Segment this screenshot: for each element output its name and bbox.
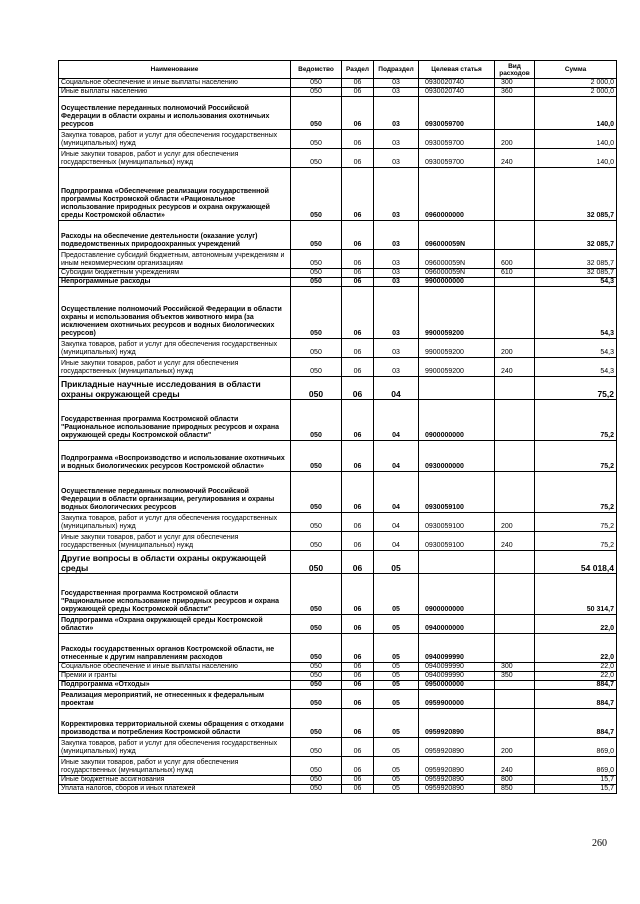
cell-target: 0940099990 bbox=[419, 634, 495, 663]
cell-sum: 15,7 bbox=[535, 776, 617, 785]
table-row bbox=[59, 551, 617, 574]
table-row bbox=[59, 250, 617, 269]
cell-exptype: 200 bbox=[495, 130, 535, 149]
cell-section: 06 bbox=[342, 709, 374, 738]
cell-dept: 050 bbox=[291, 441, 342, 472]
cell-name: Закупка товаров, работ и услуг для обеспечения государственных (муниципальных) нужд bbox=[59, 738, 291, 757]
cell-dept: 050 bbox=[291, 358, 342, 377]
cell-target bbox=[419, 377, 495, 400]
cell-sum: 54,3 bbox=[535, 287, 617, 339]
cell-subsection: 05 bbox=[374, 681, 419, 690]
cell-section: 06 bbox=[342, 615, 374, 634]
cell-dept: 050 bbox=[291, 513, 342, 532]
cell-name: Непрограммные расходы bbox=[59, 278, 291, 287]
cell-sum: 32 085,7 bbox=[535, 168, 617, 221]
cell-name: Иные закупки товаров, работ и услуг для обеспечения государственных (муниципальных) нужд bbox=[59, 358, 291, 377]
cell-sum: 22,0 bbox=[535, 672, 617, 681]
cell-exptype: 240 bbox=[495, 757, 535, 776]
cell-name: Подпрограмма «Воспроизводство и использование охотничьих и водных биологических ресурсов Костромской области» bbox=[59, 441, 291, 472]
cell-subsection: 03 bbox=[374, 149, 419, 168]
cell-subsection: 05 bbox=[374, 551, 419, 574]
cell-subsection: 03 bbox=[374, 358, 419, 377]
table-row bbox=[59, 97, 617, 130]
cell-section: 06 bbox=[342, 513, 374, 532]
cell-exptype bbox=[495, 472, 535, 513]
cell-target: 0959900000 bbox=[419, 690, 495, 709]
cell-exptype bbox=[495, 574, 535, 615]
cell-section: 06 bbox=[342, 269, 374, 278]
cell-target: 0930059700 bbox=[419, 130, 495, 149]
table-row bbox=[59, 221, 617, 250]
cell-dept: 050 bbox=[291, 168, 342, 221]
cell-name: Предоставление субсидий бюджетным, автономным учреждениям и иным некоммерческим организациям bbox=[59, 250, 291, 269]
table-row bbox=[59, 690, 617, 709]
cell-name: Другие вопросы в области охраны окружающей среды bbox=[59, 551, 291, 574]
cell-target: 096000059N bbox=[419, 221, 495, 250]
cell-dept: 050 bbox=[291, 130, 342, 149]
header-sum: Сумма bbox=[535, 61, 617, 79]
cell-sum: 32 085,7 bbox=[535, 221, 617, 250]
cell-subsection: 03 bbox=[374, 221, 419, 250]
cell-subsection: 05 bbox=[374, 663, 419, 672]
cell-subsection: 05 bbox=[374, 785, 419, 794]
cell-name: Осуществление переданных полномочий Российской Федерации в области охраны и использования охотничьих ресурсов bbox=[59, 97, 291, 130]
table-row bbox=[59, 149, 617, 168]
cell-sum: 75,2 bbox=[535, 400, 617, 441]
page-number: 260 bbox=[592, 838, 607, 849]
cell-sum: 869,0 bbox=[535, 738, 617, 757]
cell-dept: 050 bbox=[291, 149, 342, 168]
cell-subsection: 03 bbox=[374, 250, 419, 269]
cell-subsection: 04 bbox=[374, 377, 419, 400]
cell-target: 0940099990 bbox=[419, 663, 495, 672]
cell-name: Иные закупки товаров, работ и услуг для обеспечения государственных (муниципальных) нужд bbox=[59, 149, 291, 168]
cell-dept: 050 bbox=[291, 615, 342, 634]
table-row bbox=[59, 168, 617, 221]
cell-name: Прикладные научные исследования в области охраны окружающей среды bbox=[59, 377, 291, 400]
cell-sum: 2 000,0 bbox=[535, 88, 617, 97]
cell-section: 06 bbox=[342, 377, 374, 400]
cell-sum: 75,2 bbox=[535, 441, 617, 472]
cell-subsection: 05 bbox=[374, 574, 419, 615]
cell-section: 06 bbox=[342, 88, 374, 97]
cell-name: Закупка товаров, работ и услуг для обеспечения государственных (муниципальных) нужд bbox=[59, 130, 291, 149]
cell-dept: 050 bbox=[291, 79, 342, 88]
cell-sum: 22,0 bbox=[535, 663, 617, 672]
cell-name: Закупка товаров, работ и услуг для обеспечения государственных (муниципальных) нужд bbox=[59, 513, 291, 532]
cell-section: 06 bbox=[342, 358, 374, 377]
cell-exptype: 240 bbox=[495, 358, 535, 377]
cell-dept: 050 bbox=[291, 690, 342, 709]
cell-dept: 050 bbox=[291, 269, 342, 278]
table-row bbox=[59, 287, 617, 339]
cell-sum: 140,0 bbox=[535, 130, 617, 149]
cell-exptype bbox=[495, 168, 535, 221]
cell-target: 0930059100 bbox=[419, 513, 495, 532]
cell-section: 06 bbox=[342, 672, 374, 681]
table-row bbox=[59, 574, 617, 615]
cell-target bbox=[419, 551, 495, 574]
cell-subsection: 03 bbox=[374, 339, 419, 358]
cell-sum: 884,7 bbox=[535, 709, 617, 738]
cell-sum: 50 314,7 bbox=[535, 574, 617, 615]
cell-target: 0959920890 bbox=[419, 785, 495, 794]
cell-target: 0930020740 bbox=[419, 88, 495, 97]
cell-target: 9900059200 bbox=[419, 287, 495, 339]
cell-sum: 22,0 bbox=[535, 615, 617, 634]
cell-name: Государственная программа Костромской области "Рациональное использование природных ресурсов и охрана окружающей среды Костромской области" bbox=[59, 574, 291, 615]
cell-section: 06 bbox=[342, 634, 374, 663]
cell-exptype bbox=[495, 634, 535, 663]
cell-section: 06 bbox=[342, 551, 374, 574]
cell-name: Осуществление полномочий Российской Федерации в области охраны и использования объектов животного мира (за исключением охотничьих ресурсов и водных биологических ресурсов) bbox=[59, 287, 291, 339]
cell-exptype bbox=[495, 551, 535, 574]
cell-sum: 884,7 bbox=[535, 681, 617, 690]
cell-dept: 050 bbox=[291, 377, 342, 400]
cell-subsection: 05 bbox=[374, 757, 419, 776]
cell-subsection: 03 bbox=[374, 130, 419, 149]
cell-target: 0900000000 bbox=[419, 574, 495, 615]
cell-sum: 884,7 bbox=[535, 690, 617, 709]
cell-subsection: 03 bbox=[374, 269, 419, 278]
cell-section: 06 bbox=[342, 400, 374, 441]
cell-exptype: 600 bbox=[495, 250, 535, 269]
cell-target: 9900000000 bbox=[419, 278, 495, 287]
table-row bbox=[59, 472, 617, 513]
cell-dept: 050 bbox=[291, 532, 342, 551]
cell-exptype bbox=[495, 615, 535, 634]
cell-subsection: 03 bbox=[374, 168, 419, 221]
cell-target: 0960000000 bbox=[419, 168, 495, 221]
header-exptype: Вид расходов bbox=[495, 61, 535, 79]
cell-target: 0930059100 bbox=[419, 472, 495, 513]
cell-name: Иные закупки товаров, работ и услуг для обеспечения государственных (муниципальных) нужд bbox=[59, 532, 291, 551]
cell-dept: 050 bbox=[291, 574, 342, 615]
cell-exptype: 360 bbox=[495, 88, 535, 97]
cell-sum: 140,0 bbox=[535, 97, 617, 130]
cell-subsection: 05 bbox=[374, 709, 419, 738]
cell-dept: 050 bbox=[291, 221, 342, 250]
cell-section: 06 bbox=[342, 532, 374, 551]
cell-target: 0930020740 bbox=[419, 79, 495, 88]
cell-target: 0900000000 bbox=[419, 400, 495, 441]
table-row bbox=[59, 88, 617, 97]
cell-section: 06 bbox=[342, 79, 374, 88]
cell-name: Уплата налогов, сборов и иных платежей bbox=[59, 785, 291, 794]
cell-name: Расходы государственных органов Костромской области, не отнесенные к другим направлениям расходов bbox=[59, 634, 291, 663]
cell-name: Государственная программа Костромской области "Рациональное использование природных ресурсов и охрана окружающей среды Костромской области" bbox=[59, 400, 291, 441]
cell-dept: 050 bbox=[291, 88, 342, 97]
cell-exptype: 200 bbox=[495, 738, 535, 757]
cell-section: 06 bbox=[342, 149, 374, 168]
header-dept: Ведомство bbox=[291, 61, 342, 79]
cell-exptype: 200 bbox=[495, 339, 535, 358]
cell-dept: 050 bbox=[291, 339, 342, 358]
cell-sum: 54,3 bbox=[535, 339, 617, 358]
cell-sum: 2 000,0 bbox=[535, 79, 617, 88]
cell-subsection: 05 bbox=[374, 738, 419, 757]
cell-exptype: 610 bbox=[495, 269, 535, 278]
cell-dept: 050 bbox=[291, 757, 342, 776]
header-section: Раздел bbox=[342, 61, 374, 79]
table-row bbox=[59, 269, 617, 278]
cell-dept: 050 bbox=[291, 672, 342, 681]
cell-sum: 54 018,4 bbox=[535, 551, 617, 574]
cell-target: 0940000000 bbox=[419, 615, 495, 634]
table-row bbox=[59, 709, 617, 738]
cell-exptype: 350 bbox=[495, 672, 535, 681]
cell-name: Премии и гранты bbox=[59, 672, 291, 681]
header-row bbox=[59, 61, 617, 79]
cell-section: 06 bbox=[342, 681, 374, 690]
table-row bbox=[59, 377, 617, 400]
cell-sum: 15,7 bbox=[535, 785, 617, 794]
cell-name: Иные бюджетные ассигнования bbox=[59, 776, 291, 785]
header-subsection: Подраздел bbox=[374, 61, 419, 79]
table-row bbox=[59, 79, 617, 88]
cell-sum: 869,0 bbox=[535, 757, 617, 776]
table-row bbox=[59, 130, 617, 149]
cell-exptype: 300 bbox=[495, 663, 535, 672]
cell-exptype: 800 bbox=[495, 776, 535, 785]
cell-section: 06 bbox=[342, 339, 374, 358]
cell-target: 0930059700 bbox=[419, 97, 495, 130]
header-name: Наименование bbox=[59, 61, 291, 79]
cell-target: 0930059700 bbox=[419, 149, 495, 168]
cell-dept: 050 bbox=[291, 776, 342, 785]
cell-subsection: 05 bbox=[374, 634, 419, 663]
cell-name: Корректировка территориальной схемы обращения с отходами производства и потребления Костромской области bbox=[59, 709, 291, 738]
cell-dept: 050 bbox=[291, 287, 342, 339]
table-row bbox=[59, 513, 617, 532]
cell-subsection: 03 bbox=[374, 88, 419, 97]
cell-dept: 050 bbox=[291, 785, 342, 794]
cell-subsection: 03 bbox=[374, 79, 419, 88]
cell-section: 06 bbox=[342, 757, 374, 776]
cell-dept: 050 bbox=[291, 97, 342, 130]
table-row bbox=[59, 738, 617, 757]
table-row bbox=[59, 441, 617, 472]
cell-section: 06 bbox=[342, 221, 374, 250]
cell-sum: 32 085,7 bbox=[535, 250, 617, 269]
cell-target: 9900059200 bbox=[419, 358, 495, 377]
cell-target: 0950000000 bbox=[419, 681, 495, 690]
cell-exptype: 300 bbox=[495, 79, 535, 88]
cell-target: 0930059100 bbox=[419, 532, 495, 551]
table-row bbox=[59, 400, 617, 441]
cell-section: 06 bbox=[342, 278, 374, 287]
cell-dept: 050 bbox=[291, 472, 342, 513]
cell-target: 0959920890 bbox=[419, 738, 495, 757]
cell-dept: 050 bbox=[291, 551, 342, 574]
cell-target: 0940099990 bbox=[419, 672, 495, 681]
cell-sum: 140,0 bbox=[535, 149, 617, 168]
cell-section: 06 bbox=[342, 97, 374, 130]
cell-dept: 050 bbox=[291, 278, 342, 287]
cell-section: 06 bbox=[342, 472, 374, 513]
cell-subsection: 04 bbox=[374, 532, 419, 551]
cell-target: 0959920890 bbox=[419, 709, 495, 738]
cell-name: Иные выплаты населению bbox=[59, 88, 291, 97]
cell-exptype: 240 bbox=[495, 532, 535, 551]
cell-sum: 22,0 bbox=[535, 634, 617, 663]
table-row bbox=[59, 358, 617, 377]
table-row bbox=[59, 776, 617, 785]
cell-exptype bbox=[495, 221, 535, 250]
cell-exptype bbox=[495, 681, 535, 690]
cell-subsection: 05 bbox=[374, 672, 419, 681]
cell-exptype bbox=[495, 690, 535, 709]
cell-section: 06 bbox=[342, 250, 374, 269]
cell-name: Реализация мероприятий, не отнесенных к федеральным проектам bbox=[59, 690, 291, 709]
table-row bbox=[59, 532, 617, 551]
header-target: Целевая статья bbox=[419, 61, 495, 79]
cell-subsection: 03 bbox=[374, 97, 419, 130]
cell-section: 06 bbox=[342, 738, 374, 757]
table-row bbox=[59, 278, 617, 287]
cell-dept: 050 bbox=[291, 709, 342, 738]
table-row bbox=[59, 615, 617, 634]
budget-table bbox=[58, 60, 617, 794]
table-body bbox=[59, 79, 617, 794]
cell-name: Социальное обеспечение и иные выплаты населению bbox=[59, 79, 291, 88]
cell-section: 06 bbox=[342, 785, 374, 794]
cell-dept: 050 bbox=[291, 738, 342, 757]
cell-exptype: 850 bbox=[495, 785, 535, 794]
cell-exptype bbox=[495, 400, 535, 441]
cell-section: 06 bbox=[342, 574, 374, 615]
cell-sum: 75,2 bbox=[535, 472, 617, 513]
cell-exptype bbox=[495, 287, 535, 339]
cell-sum: 75,2 bbox=[535, 377, 617, 400]
cell-target: 0959920890 bbox=[419, 757, 495, 776]
cell-exptype: 240 bbox=[495, 149, 535, 168]
table-row bbox=[59, 785, 617, 794]
table-row bbox=[59, 672, 617, 681]
cell-section: 06 bbox=[342, 776, 374, 785]
cell-subsection: 04 bbox=[374, 400, 419, 441]
cell-name: Подпрограмма «Обеспечение реализации государственной программы Костромской области «Рациональное использование природных ресурсов и охрана окружающей среды Костромской области» bbox=[59, 168, 291, 221]
cell-target: 096000059N bbox=[419, 250, 495, 269]
cell-dept: 050 bbox=[291, 681, 342, 690]
cell-target: 0930000000 bbox=[419, 441, 495, 472]
cell-dept: 050 bbox=[291, 400, 342, 441]
cell-subsection: 05 bbox=[374, 776, 419, 785]
cell-target: 0959920890 bbox=[419, 776, 495, 785]
cell-section: 06 bbox=[342, 168, 374, 221]
table-row bbox=[59, 757, 617, 776]
cell-section: 06 bbox=[342, 287, 374, 339]
table-row bbox=[59, 663, 617, 672]
cell-section: 06 bbox=[342, 441, 374, 472]
cell-name: Иные закупки товаров, работ и услуг для обеспечения государственных (муниципальных) нужд bbox=[59, 757, 291, 776]
cell-name: Расходы на обеспечение деятельности (оказание услуг) подведомственных природоохранных учреждений bbox=[59, 221, 291, 250]
cell-exptype bbox=[495, 278, 535, 287]
cell-target: 096000059N bbox=[419, 269, 495, 278]
cell-section: 06 bbox=[342, 663, 374, 672]
cell-subsection: 04 bbox=[374, 472, 419, 513]
cell-dept: 050 bbox=[291, 250, 342, 269]
cell-dept: 050 bbox=[291, 663, 342, 672]
cell-sum: 54,3 bbox=[535, 358, 617, 377]
cell-subsection: 05 bbox=[374, 690, 419, 709]
cell-section: 06 bbox=[342, 130, 374, 149]
table-row bbox=[59, 681, 617, 690]
cell-subsection: 03 bbox=[374, 287, 419, 339]
table-row bbox=[59, 339, 617, 358]
cell-subsection: 04 bbox=[374, 441, 419, 472]
cell-target: 9900059200 bbox=[419, 339, 495, 358]
cell-name: Подпрограмма «Охрана окружающей среды Костромской области» bbox=[59, 615, 291, 634]
cell-exptype bbox=[495, 377, 535, 400]
cell-subsection: 03 bbox=[374, 278, 419, 287]
cell-name: Социальное обеспечение и иные выплаты населению bbox=[59, 663, 291, 672]
cell-subsection: 04 bbox=[374, 513, 419, 532]
cell-exptype: 200 bbox=[495, 513, 535, 532]
cell-dept: 050 bbox=[291, 634, 342, 663]
cell-name: Субсидии бюджетным учреждениям bbox=[59, 269, 291, 278]
cell-sum: 54,3 bbox=[535, 278, 617, 287]
cell-exptype bbox=[495, 97, 535, 130]
cell-subsection: 05 bbox=[374, 615, 419, 634]
cell-exptype bbox=[495, 709, 535, 738]
cell-sum: 32 085,7 bbox=[535, 269, 617, 278]
cell-name: Закупка товаров, работ и услуг для обеспечения государственных (муниципальных) нужд bbox=[59, 339, 291, 358]
cell-name: Подпрограмма «Отходы» bbox=[59, 681, 291, 690]
cell-name: Осуществление переданных полномочий Российской Федерации в области организации, регулирования и охраны водных биологических ресурсов bbox=[59, 472, 291, 513]
table-row bbox=[59, 634, 617, 663]
cell-exptype bbox=[495, 441, 535, 472]
cell-sum: 75,2 bbox=[535, 532, 617, 551]
cell-section: 06 bbox=[342, 690, 374, 709]
cell-sum: 75,2 bbox=[535, 513, 617, 532]
